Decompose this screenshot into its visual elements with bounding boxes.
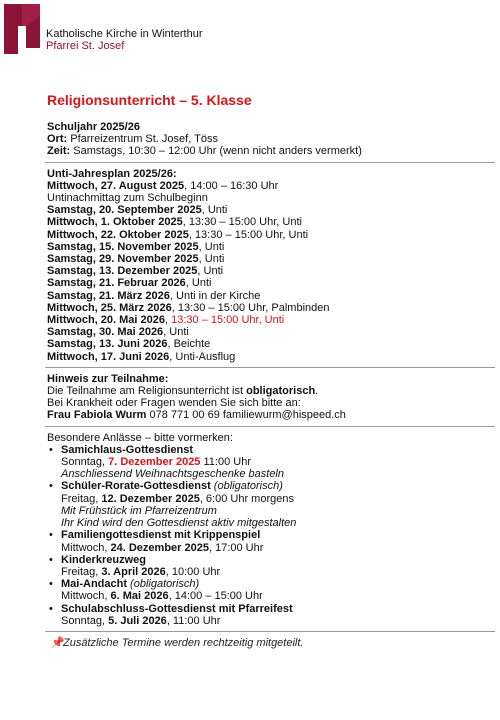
hinweis-line-1: Die Teilnahme am Religionsunterricht ist obligatorisch. bbox=[47, 385, 319, 398]
event-item bbox=[47, 529, 493, 553]
plan-heading: Unti-Jahresplan 2025/26: bbox=[47, 167, 177, 180]
event-qualifier: (obligatorisch) bbox=[127, 578, 200, 591]
plan-item bbox=[47, 180, 493, 192]
event-when: Freitag, 3. April 2026, 10:00 Uhr bbox=[61, 565, 221, 578]
hinweis-section bbox=[47, 373, 493, 422]
event-name: Schulabschluss-Gottesdienst mit Pfarreifest bbox=[61, 602, 293, 615]
divider bbox=[45, 631, 495, 632]
plan-item-detail: , 14:00 – 16:30 Uhr bbox=[184, 179, 279, 192]
hinweis-heading: Hinweis zur Teilnahme: bbox=[47, 372, 169, 385]
event-when: Mittwoch, 24. Dezember 2025, 17:00 Uhr bbox=[61, 541, 264, 554]
plan-item bbox=[47, 216, 493, 228]
event-note: Anschliessend Weihnachtsgeschenke basteln bbox=[61, 468, 284, 481]
events-list bbox=[47, 444, 493, 627]
org-line-1: Katholische Kirche in Winterthur bbox=[46, 28, 203, 40]
plan-item-date: Mittwoch, 22. Oktober 2025 bbox=[47, 228, 189, 241]
plan-item bbox=[47, 253, 493, 265]
plan-item bbox=[47, 265, 493, 277]
plan-item-date: Mittwoch, 25. März 2026 bbox=[47, 301, 172, 314]
event-when: Freitag, 12. Dezember 2025, 6:00 Uhr morgens bbox=[61, 492, 294, 505]
plan-item-date: Samstag, 13. Juni 2026 bbox=[47, 338, 168, 351]
event-note: Mit Frühstück im Pfarreizentrum bbox=[61, 504, 217, 517]
event-name: Samichlaus-Gottesdienst bbox=[61, 443, 194, 456]
divider bbox=[45, 162, 495, 163]
footer-note: 📌Zusätzliche Termine werden rechtzeitig mitgeteilt. bbox=[51, 636, 304, 649]
event-name: Mai-Andacht bbox=[61, 578, 127, 591]
page-title: Religionsunterricht – 5. Klasse bbox=[47, 92, 252, 108]
divider bbox=[45, 367, 495, 368]
plan-item: Untinachmittag zum Schulbeginn bbox=[47, 192, 208, 205]
plan-item-detail: , Unti bbox=[198, 240, 225, 253]
events-heading: Besondere Anlässe – bitte vormerken: bbox=[47, 431, 233, 444]
plan-item-detail: , 13:30 – 15:00 Uhr, Palmbinden bbox=[171, 301, 330, 314]
plan-item-detail: , Unti bbox=[201, 204, 228, 217]
plan-item bbox=[47, 204, 493, 216]
event-name: Schüler-Rorate-Gottesdienst bbox=[61, 480, 211, 493]
contact-line: Frau Fabiola Wurm 078 771 00 69 familiewurm@hispeed.ch bbox=[47, 409, 346, 422]
plan-item-date: Samstag, 13. Dezember 2025 bbox=[47, 265, 198, 278]
event-item bbox=[47, 444, 493, 481]
schuljahr-heading: Schuljahr 2025/26 bbox=[47, 121, 140, 133]
plan-item bbox=[47, 241, 493, 253]
event-qualifier: (obligatorisch) bbox=[210, 480, 283, 493]
plan-item-date: Mittwoch, 27. August 2025 bbox=[47, 179, 185, 192]
plan-item-detail: , Unti in der Kirche bbox=[169, 289, 261, 302]
plan-item-detail: , Unti bbox=[163, 326, 189, 339]
zeit-line: Zeit: Samstags, 10:30 – 12:00 Uhr (wenn nicht anders vermerkt) bbox=[47, 145, 362, 158]
event-item bbox=[47, 603, 493, 627]
plan-item bbox=[47, 229, 493, 241]
divider bbox=[45, 426, 495, 427]
plan-item-date: Samstag, 20. September 2025 bbox=[47, 204, 202, 217]
plan-item-date: Mittwoch, 17. Juni 2026 bbox=[47, 350, 170, 363]
event-item bbox=[47, 554, 493, 578]
event-when: Mittwoch, 6. Mai 2026, 14:00 – 15:00 Uhr bbox=[61, 590, 263, 603]
org-line-2: Pfarrei St. Josef bbox=[46, 40, 125, 52]
plan-item bbox=[47, 351, 493, 363]
plan-item-date: Samstag, 30. Mai 2026 bbox=[47, 326, 164, 339]
event-when: Sonntag, 5. Juli 2026, 11:00 Uhr bbox=[61, 614, 221, 627]
plan-item-detail: , 13:30 – 15:00 Uhr, Unti bbox=[182, 216, 302, 229]
event-item bbox=[47, 480, 493, 529]
plan-item-date: Samstag, 15. November 2025 bbox=[47, 240, 199, 253]
plan-item bbox=[47, 290, 493, 302]
info-section bbox=[47, 121, 493, 158]
plan-item bbox=[47, 326, 493, 338]
event-name: Familiengottesdienst mit Krippenspiel bbox=[61, 529, 261, 542]
plan-item-detail: , Unti-Ausflug bbox=[169, 350, 236, 363]
plan-item-detail: , Unti bbox=[185, 277, 212, 290]
event-when: Sonntag, 7. Dezember 2025 11:00 Uhr bbox=[61, 456, 251, 469]
plan-item bbox=[47, 338, 493, 350]
events-section bbox=[47, 432, 493, 627]
event-note: Ihr Kind wird den Gottesdienst aktiv mitgestalten bbox=[61, 517, 297, 530]
plan-item-date: Mittwoch, 20. Mai 2026 bbox=[47, 314, 165, 327]
plan-item-detail-highlight: 13:30 – 15:00 Uhr, Unti bbox=[171, 314, 285, 327]
plan-item bbox=[47, 314, 493, 326]
plan-list bbox=[47, 180, 493, 363]
hinweis-line-2: Bei Krankheit oder Fragen wenden Sie sich bitte an: bbox=[47, 397, 301, 410]
plan-item-date: Samstag, 21. Februar 2026 bbox=[47, 277, 186, 290]
plan-item-detail: , Beichte bbox=[167, 338, 211, 351]
document-body bbox=[47, 121, 493, 649]
church-logo-icon bbox=[4, 4, 40, 54]
plan-item bbox=[47, 277, 493, 289]
pushpin-icon: 📌 bbox=[51, 636, 65, 649]
plan-item-detail: , 13:30 – 15:00 Uhr, Unti bbox=[188, 228, 309, 241]
organization-name bbox=[46, 28, 203, 52]
plan-item-date: Mittwoch, 1. Oktober 2025 bbox=[47, 216, 183, 229]
plan-item-detail: , bbox=[164, 314, 172, 327]
plan-item-date: Samstag, 21. März 2026 bbox=[47, 289, 170, 302]
ort-line: Ort: Pfarreizentrum St. Josef, Töss bbox=[47, 133, 218, 146]
plan-item-date: Samstag, 29. November 2025 bbox=[47, 253, 199, 266]
plan-section bbox=[47, 168, 493, 363]
event-name: Kinderkreuzweg bbox=[61, 553, 146, 566]
event-item bbox=[47, 578, 493, 602]
plan-item-detail: , Unti bbox=[197, 265, 224, 278]
plan-item-detail: , Unti bbox=[198, 253, 225, 266]
plan-item bbox=[47, 302, 493, 314]
